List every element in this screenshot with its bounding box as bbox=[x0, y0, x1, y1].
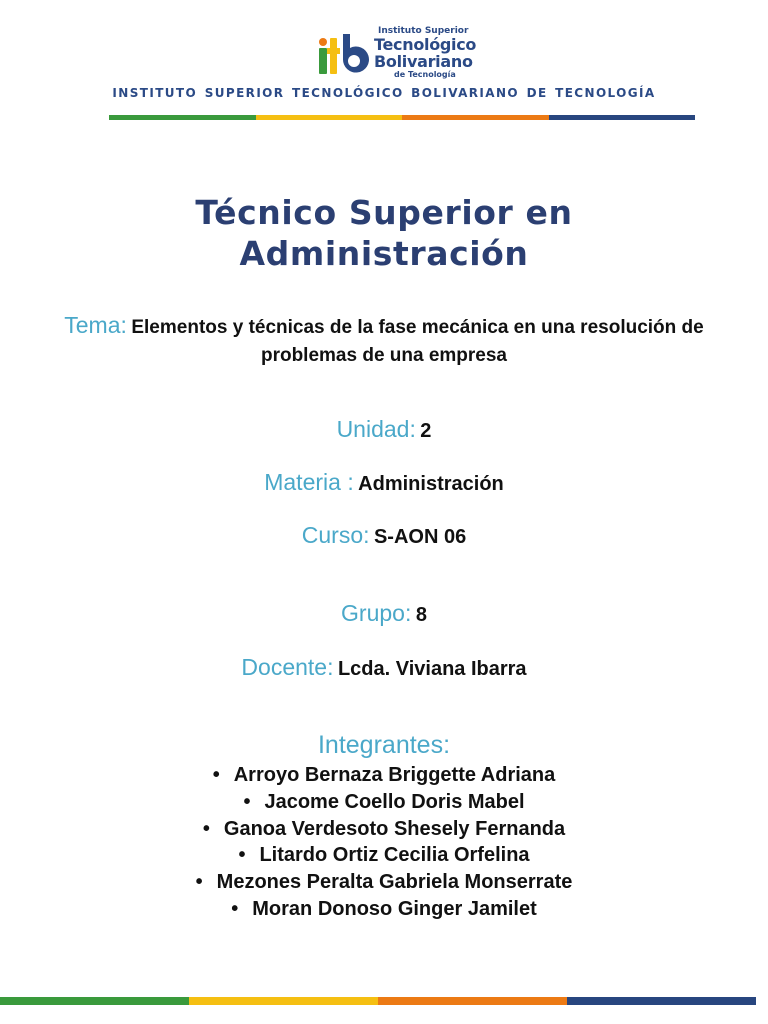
docente-value: Lcda. Viviana Ibarra bbox=[337, 658, 527, 680]
materia-row bbox=[0, 469, 768, 496]
materia-label: Materia : bbox=[264, 469, 354, 495]
stripe-green bbox=[109, 115, 256, 120]
integrantes-heading: Integrantes: bbox=[317, 731, 451, 759]
title-line-2: Administración bbox=[239, 234, 529, 273]
grupo-label: Grupo: bbox=[341, 600, 412, 626]
title-line-1: Técnico Superior en bbox=[195, 193, 573, 232]
tema-block bbox=[60, 312, 708, 370]
docente-label: Docente: bbox=[241, 654, 334, 680]
curso-label: Curso: bbox=[301, 522, 370, 548]
list-item: • Litardo Ortiz Cecilia Orfelina bbox=[0, 842, 768, 869]
unidad-row bbox=[0, 416, 768, 443]
materia-value: Administración bbox=[358, 473, 504, 495]
itb-logo-icon bbox=[316, 30, 372, 80]
stripe-orange bbox=[378, 997, 567, 1005]
logo-line-1: Instituto Superior bbox=[378, 26, 469, 36]
stripe-navy bbox=[567, 997, 756, 1005]
curso-value: S-AON 06 bbox=[373, 526, 467, 548]
stripe-orange bbox=[402, 115, 549, 120]
tema-label: Tema: bbox=[64, 312, 127, 338]
curso-row bbox=[0, 522, 768, 549]
unidad-label: Unidad: bbox=[336, 416, 416, 442]
header-color-stripe bbox=[109, 115, 695, 120]
logo-line-4: de Tecnología bbox=[394, 70, 456, 79]
list-item: • Moran Donoso Ginger Jamilet bbox=[0, 896, 768, 923]
page-title bbox=[0, 192, 768, 274]
logo-wordmark bbox=[374, 26, 476, 79]
integrantes-list bbox=[0, 762, 768, 923]
institute-name: INSTITUTO SUPERIOR TECNOLÓGICO BOLIVARIANO DE TECNOLOGÍA bbox=[112, 86, 656, 100]
logo-line-3: Bolivariano bbox=[374, 52, 473, 71]
tema-value: Elementos y técnicas de la fase mecánica en una resolución de problemas de una empresa bbox=[131, 317, 704, 366]
grupo-value: 8 bbox=[415, 604, 427, 626]
list-item: • Jacome Coello Doris Mabel bbox=[0, 789, 768, 816]
list-item: • Ganoa Verdesoto Shesely Fernanda bbox=[0, 816, 768, 843]
docente-row bbox=[0, 654, 768, 681]
stripe-navy bbox=[549, 115, 696, 120]
list-item: • Arroyo Bernaza Briggette Adriana bbox=[0, 762, 768, 789]
stripe-green bbox=[0, 997, 189, 1005]
logo-line-2: Tecnológico bbox=[374, 35, 477, 54]
list-item: • Mezones Peralta Gabriela Monserrate bbox=[0, 869, 768, 896]
stripe-yellow bbox=[256, 115, 403, 120]
footer-color-stripe bbox=[0, 997, 756, 1005]
grupo-row bbox=[0, 600, 768, 627]
institute-logo bbox=[316, 26, 486, 82]
unidad-value: 2 bbox=[420, 420, 432, 442]
stripe-yellow bbox=[189, 997, 378, 1005]
